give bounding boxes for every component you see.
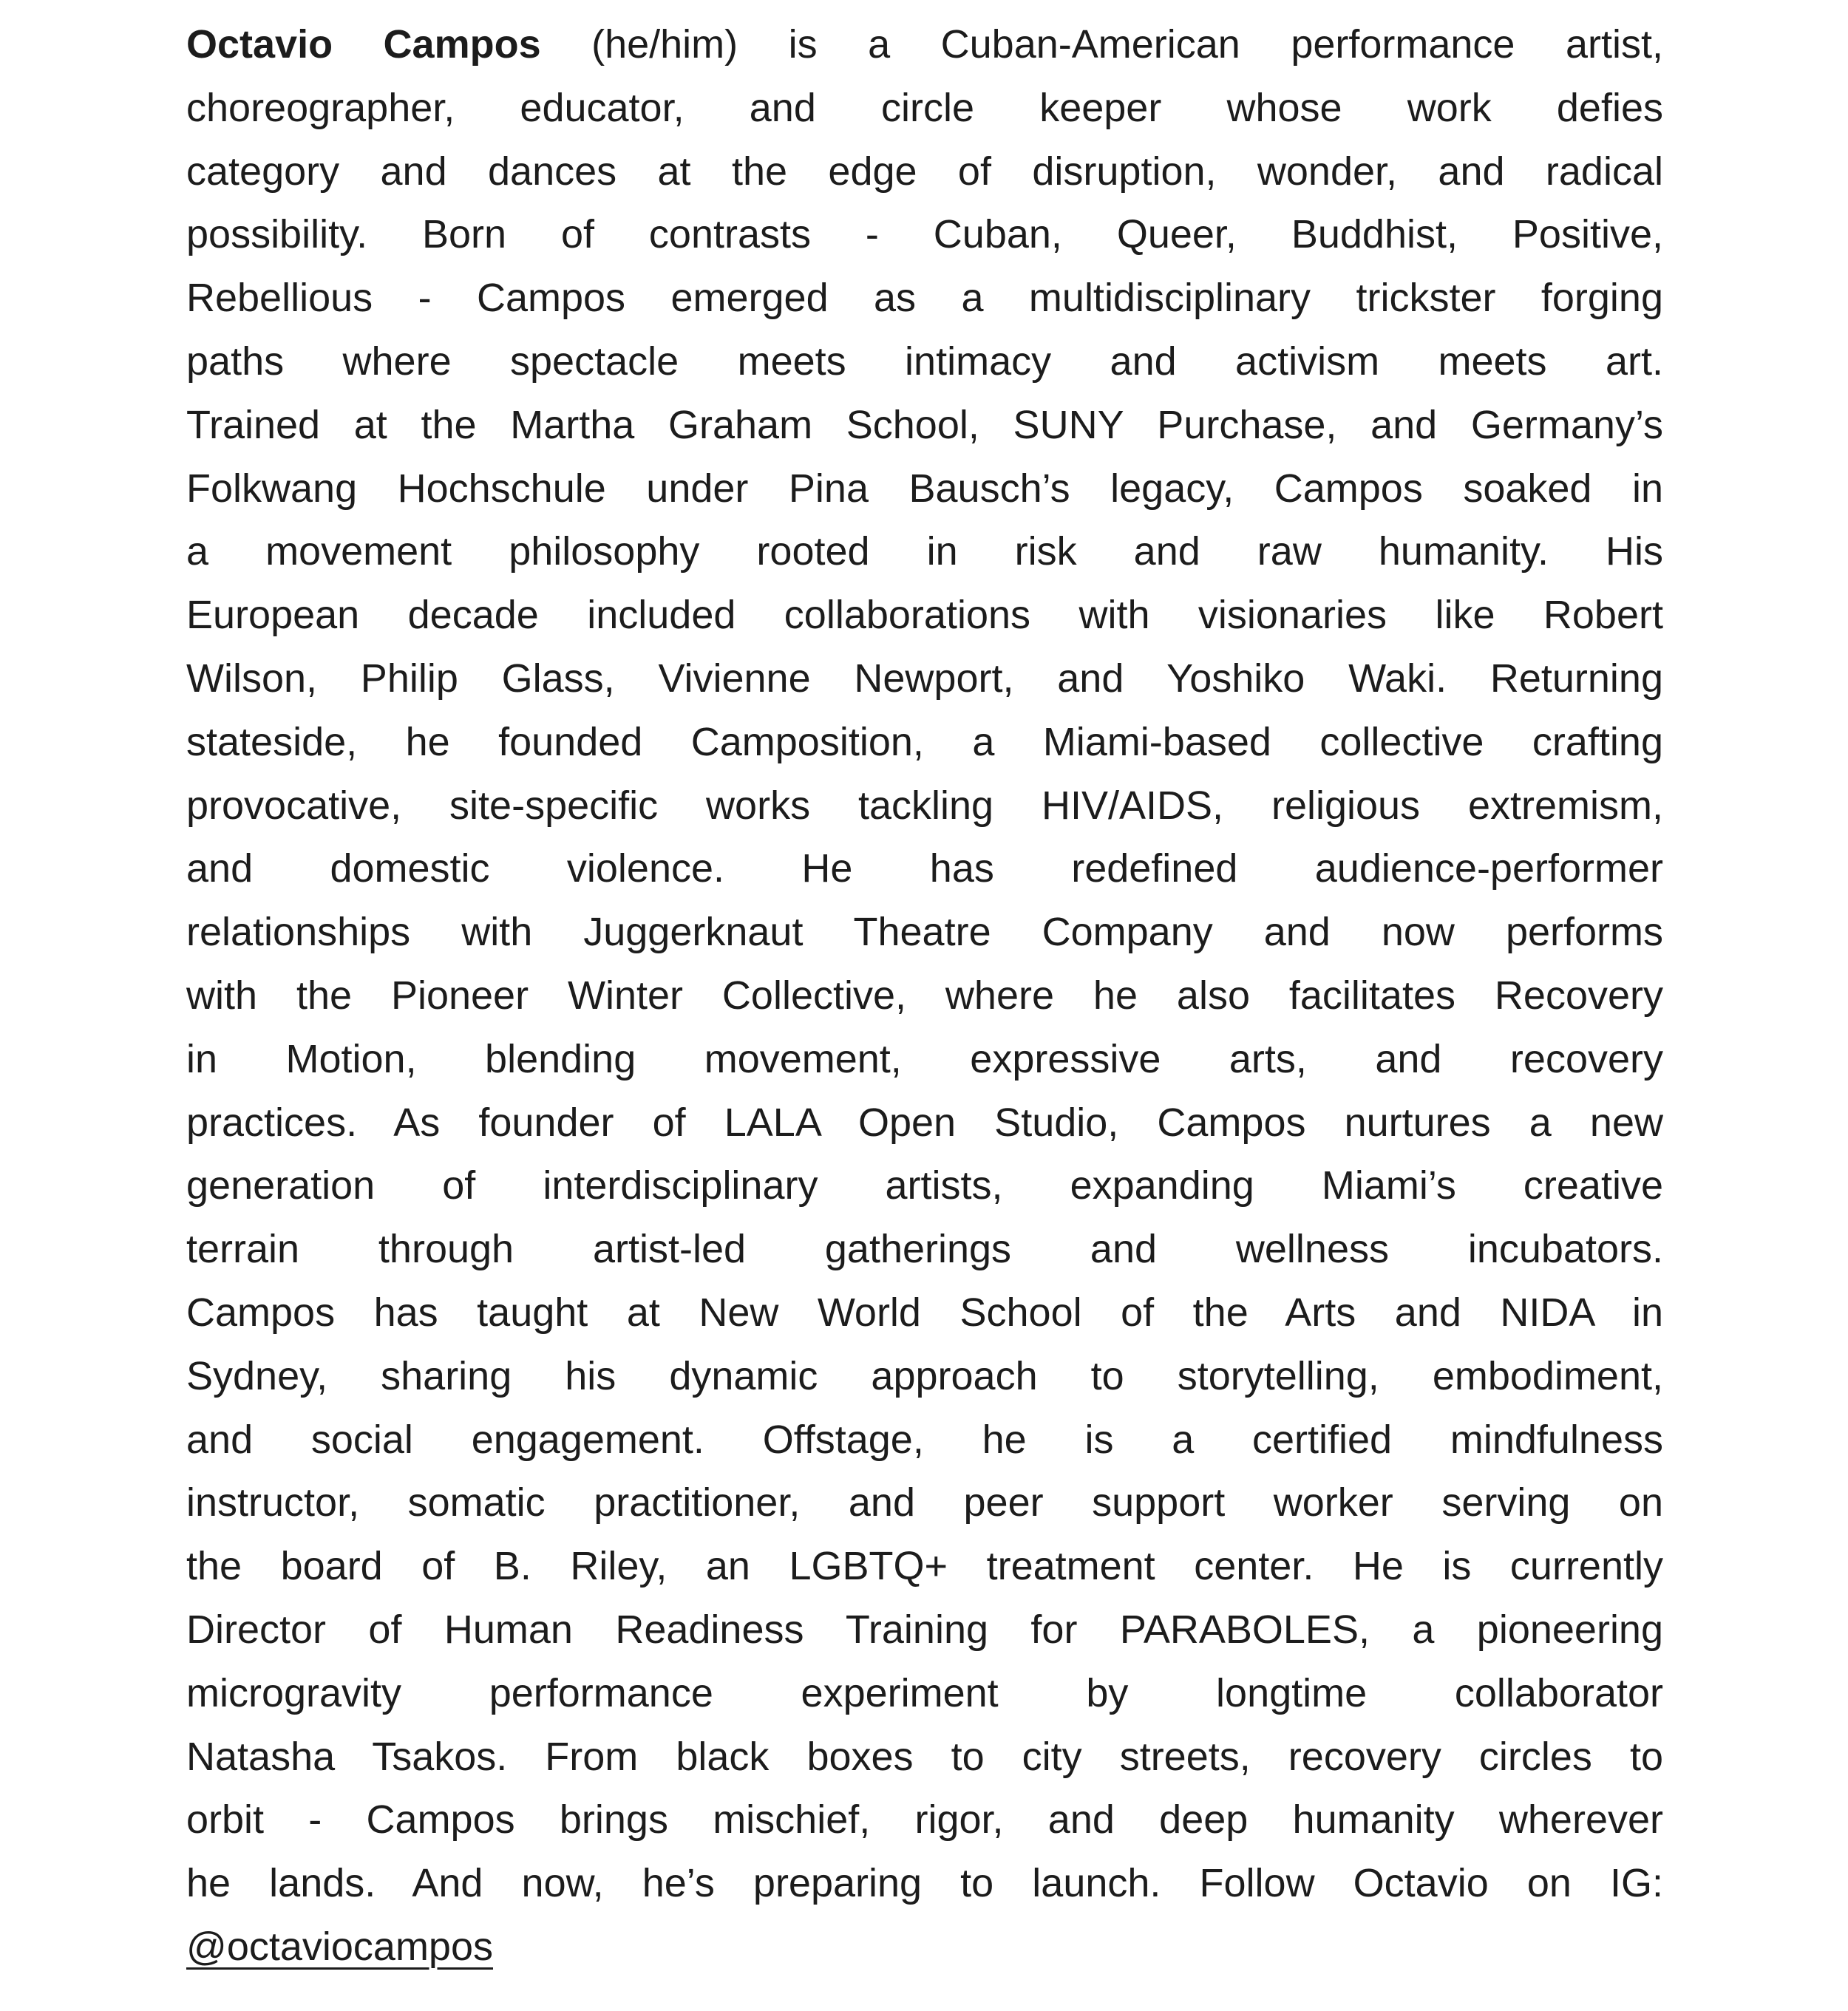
bio-line: relationships with Juggerknaut Theatre Company and now performs bbox=[186, 910, 1663, 955]
bio-line: Sydney, sharing his dynamic approach to storytelling, embodiment, bbox=[186, 1353, 1663, 1398]
bio-line: paths where spectacle meets intimacy and activism meets art. bbox=[186, 338, 1663, 384]
bio-line: Wilson, Philip Glass, Vivienne Newport, and Yoshiko Waki. Returning bbox=[186, 656, 1663, 701]
bio-line: choreographer, educator, and circle keeper whose work defies bbox=[186, 85, 1663, 130]
bio-line: Campos has taught at New World School of the Arts and NIDA in bbox=[186, 1290, 1663, 1335]
bio-line: possibility. Born of contrasts - Cuban, Queer, Buddhist, Positive, bbox=[186, 212, 1663, 257]
bio-line: he lands. And now, he’s preparing to launch. Follow Octavio on IG: bbox=[186, 1861, 1663, 1906]
bio-line: instructor, somatic practitioner, and peer support worker serving on bbox=[186, 1480, 1663, 1525]
bio-line: a movement philosophy rooted in risk and raw humanity. His bbox=[186, 529, 1663, 574]
bio-line bbox=[186, 1916, 1663, 1979]
bio-line: Trained at the Martha Graham School, SUNY Purchase, and Germany’s bbox=[186, 402, 1663, 447]
bio-line: Rebellious - Campos emerged as a multidisciplinary trickster forging bbox=[186, 276, 1663, 321]
bio-line: and domestic violence. He has redefined audience-performer bbox=[186, 846, 1663, 891]
bio-line: stateside, he founded Camposition, a Miami-based collective crafting bbox=[186, 719, 1663, 764]
instagram-link[interactable]: @octaviocampos bbox=[186, 1924, 493, 1969]
bio-line: in Motion, blending movement, expressive arts, and recovery bbox=[186, 1036, 1663, 1081]
bio-line: European decade included collaborations with visionaries like Robert bbox=[186, 593, 1663, 638]
bio-paragraph bbox=[186, 13, 1663, 1979]
bio-line: Folkwang Hochschule under Pina Bausch’s legacy, Campos soaked in bbox=[186, 466, 1663, 511]
bio-line: microgravity performance experiment by longtime collaborator bbox=[186, 1670, 1663, 1715]
bio-line: the board of B. Riley, an LGBTQ+ treatment center. He is currently bbox=[186, 1544, 1663, 1589]
bio-line: category and dances at the edge of disruption, wonder, and radical bbox=[186, 149, 1663, 194]
bio-line bbox=[186, 13, 1663, 77]
bio-line: terrain through artist-led gatherings and wellness incubators. bbox=[186, 1227, 1663, 1272]
bio-line: with the Pioneer Winter Collective, where he also facilitates Recovery bbox=[186, 973, 1663, 1018]
bio-text: (he/him) is a Cuban-American performance artist, bbox=[540, 22, 1663, 67]
bio-line: and social engagement. Offstage, he is a certified mindfulness bbox=[186, 1417, 1663, 1462]
bio-line: orbit - Campos brings mischief, rigor, and deep humanity wherever bbox=[186, 1797, 1663, 1842]
bio-line: Director of Human Readiness Training for PARABOLES, a pioneering bbox=[186, 1607, 1663, 1652]
bio-line: Natasha Tsakos. From black boxes to city streets, recovery circles to bbox=[186, 1734, 1663, 1779]
bio-line: provocative, site-specific works tackling HIV/AIDS, religious extremism, bbox=[186, 783, 1663, 828]
bio-line: generation of interdisciplinary artists, expanding Miami’s creative bbox=[186, 1163, 1663, 1208]
bio-line: practices. As founder of LALA Open Studio, Campos nurtures a new bbox=[186, 1100, 1663, 1145]
artist-name: Octavio Campos bbox=[186, 22, 541, 67]
